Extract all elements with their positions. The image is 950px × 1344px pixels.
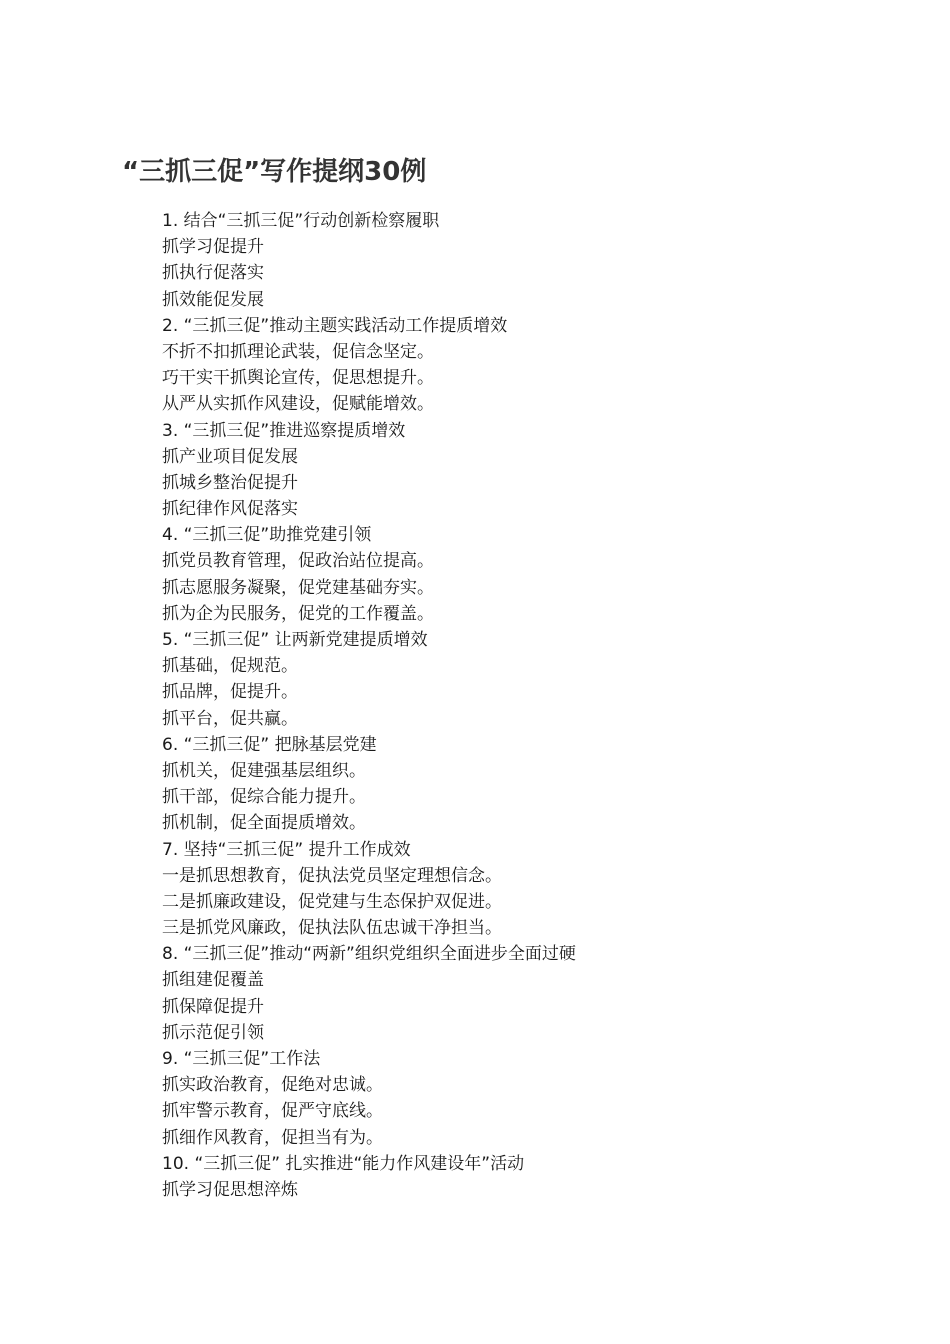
outline-section xyxy=(162,1151,862,1203)
section-heading: 9. “三抓三促”工作法 xyxy=(162,1049,321,1069)
section-point: 抓牢警示教育，促严守底线。 xyxy=(162,1101,383,1122)
section-point: 抓志愿服务凝聚，促党建基础夯实。 xyxy=(162,577,434,598)
section-heading: 6. “三抓三促” 把脉基层党建 xyxy=(162,734,377,755)
outline-section xyxy=(162,837,862,942)
section-point: 抓保障促提升 xyxy=(162,996,264,1017)
section-point: 抓效能促发展 xyxy=(162,289,264,310)
section-heading: 5. “三抓三促” 让两新党建提质增效 xyxy=(162,630,428,650)
section-point: 抓产业项目促发展 xyxy=(162,446,298,467)
section-point: 抓机制，促全面提质增效。 xyxy=(162,813,366,834)
section-point: 抓组建促覆盖 xyxy=(162,970,264,991)
section-point: 抓城乡整治促提升 xyxy=(162,472,298,493)
section-point: 一是抓思想教育，促执法党员坚定理想信念。 xyxy=(162,865,502,886)
section-point: 巧干实干抓舆论宣传，促思想提升。 xyxy=(162,368,434,389)
section-point: 不折不扣抓理论武装，促信念坚定。 xyxy=(162,341,434,362)
section-heading: 7. 坚持“三抓三促” 提升工作成效 xyxy=(162,839,411,860)
section-point: 抓执行促落实 xyxy=(162,263,264,284)
document-title: “三抓三促”写作提纲30例 xyxy=(122,157,427,187)
outline-list xyxy=(162,208,862,1203)
section-point: 抓平台，促共赢。 xyxy=(162,708,298,729)
outline-section xyxy=(162,313,862,418)
section-point: 抓学习促提升 xyxy=(162,237,264,258)
section-point: 抓细作风教育，促担当有为。 xyxy=(162,1127,383,1148)
section-point: 抓品牌，促提升。 xyxy=(162,682,298,703)
section-point: 抓干部，促综合能力提升。 xyxy=(162,787,366,808)
outline-section xyxy=(162,522,862,627)
outline-section xyxy=(162,418,862,523)
section-point: 抓为企为民服务，促党的工作覆盖。 xyxy=(162,603,434,624)
section-point: 抓党员教育管理，促政治站位提高。 xyxy=(162,551,434,572)
section-point: 三是抓党风廉政，促执法队伍忠诚干净担当。 xyxy=(162,918,502,939)
section-heading: 1. 结合“三抓三促”行动创新检察履职 xyxy=(162,211,440,231)
outline-section xyxy=(162,627,862,732)
section-heading: 8. “三抓三促”推动“两新”组织党组织全面进步全面过硬 xyxy=(162,944,576,965)
section-heading: 10. “三抓三促” 扎实推进“能力作风建设年”活动 xyxy=(162,1153,525,1174)
section-point: 二是抓廉政建设，促党建与生态保护双促进。 xyxy=(162,891,502,912)
outline-section xyxy=(162,1046,862,1151)
section-heading: 3. “三抓三促”推进巡察提质增效 xyxy=(162,420,406,441)
section-heading: 2. “三抓三促”推动主题实践活动工作提质增效 xyxy=(162,315,508,336)
section-point: 从严从实抓作风建设，促赋能增效。 xyxy=(162,394,434,415)
outline-section xyxy=(162,941,862,1046)
section-point: 抓实政治教育，促绝对忠诚。 xyxy=(162,1075,383,1096)
outline-section xyxy=(162,732,862,837)
section-heading: 4. “三抓三促”助推党建引领 xyxy=(162,525,372,546)
section-point: 抓示范促引领 xyxy=(162,1022,264,1043)
outline-section xyxy=(162,208,862,313)
section-point: 抓机关，促建强基层组织。 xyxy=(162,760,366,781)
section-point: 抓基础，促规范。 xyxy=(162,656,298,677)
section-point: 抓学习促思想淬炼 xyxy=(162,1179,298,1200)
section-point: 抓纪律作风促落实 xyxy=(162,499,298,520)
